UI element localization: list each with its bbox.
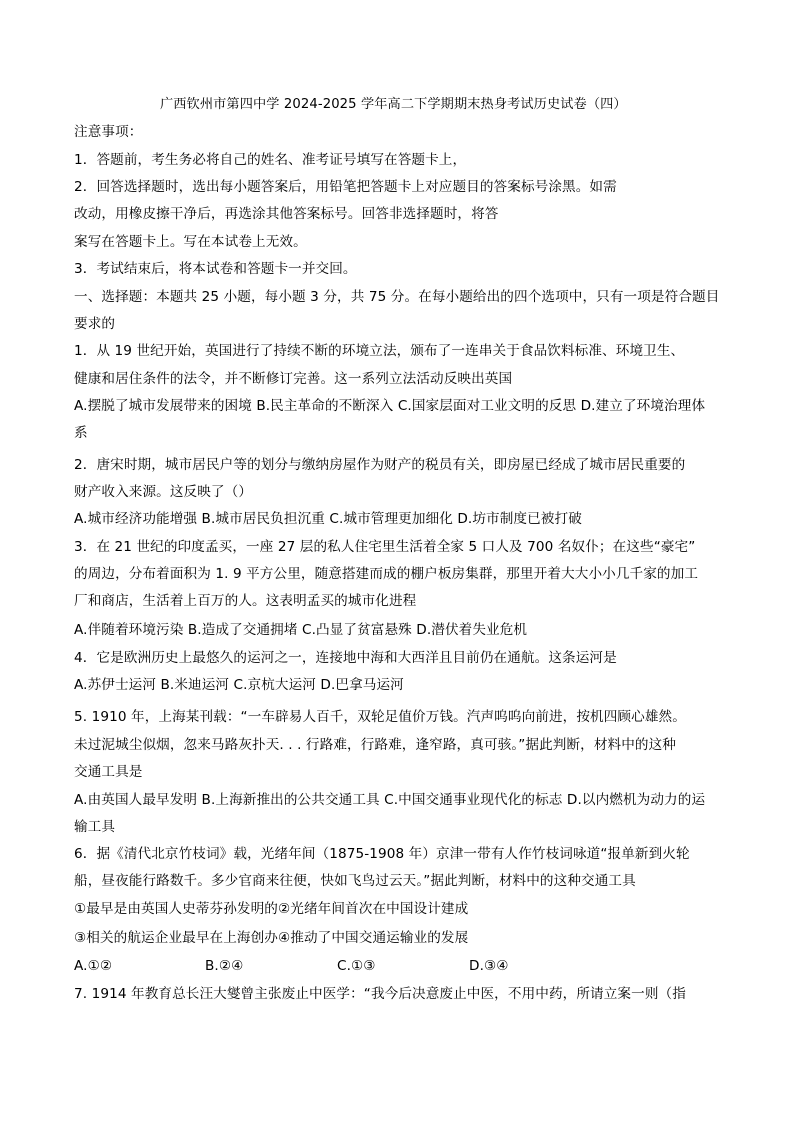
question-5-stem: 未过泥城尘似烟，忽来马路灰扑天. . . 行路难，行路难，逢窄路，真可骇。”据此判断，材料中的这种: [74, 737, 677, 753]
notice-heading: 注意事项：: [74, 124, 143, 140]
question-1-options: A.摆脱了城市发展带来的困境 B.民主革命的不断深入 C.国家层面对工业文明的反思 D.建立了环境治理体: [74, 398, 706, 414]
question-6-stem: 船，昼夜能行路数千。多少官商来往便，快如飞鸟过云天。”据此判断，材料中的这种交通工具: [74, 873, 636, 889]
notice-item: 1．答题前，考生务必将自己的姓名、准考证号填写在答题卡上，: [74, 152, 467, 168]
notice-item: 2．回答选择题时，选出每小题答案后，用铅笔把答题卡上对应题目的答案标号涂黑。如需: [74, 179, 617, 195]
exam-title: 广西钦州市第四中学 2024-2025 学年高二下学期期末热身考试历史试卷（四）: [160, 97, 627, 112]
question-6-stem: 6．据《清代北京竹枝词》载，光绪年间（1875-1908 年）京津一带有人作竹枝词咏道“报单新到火轮: [74, 846, 690, 862]
question-6-option-c: C.①③: [337, 958, 376, 974]
question-1-stem: 健康和居住条件的法令，并不断修订完善。这一系列立法活动反映出英国: [74, 371, 513, 387]
notice-item: 案写在答题卡上。写在本试卷上无效。: [74, 234, 307, 250]
section-heading: 一、选择题：本题共 25 小题，每小题 3 分，共 75 分。在每小题给出的四个选项中，只有一项是符合题目: [74, 289, 720, 305]
notice-item: 3．考试结束后，将本试卷和答题卡一并交回。: [74, 261, 357, 277]
question-6-option-a: A.①②: [74, 958, 113, 974]
question-2-stem: 财产收入来源。这反映了（）: [74, 484, 253, 500]
question-5-options: 输工具: [74, 819, 116, 835]
question-2-stem: 2．唐宋时期，城市居民户等的划分与缴纳房屋作为财产的税员有关，即房屋已经成了城市居民重要的: [74, 457, 686, 473]
section-heading: 要求的: [74, 316, 116, 332]
notice-item: 改动，用橡皮擦干净后，再选涂其他答案标号。回答非选择题时，将答: [74, 206, 499, 222]
question-3-stem: 的周边，分布着面积为 1. 9 平方公里，随意搭建而成的棚户板房集群，那里开着大大小小几千家的加工: [74, 566, 699, 582]
question-3-stem: 3．在 21 世纪的印度孟买，一座 27 层的私人住宅里生活着全家 5 口人及 700 名奴仆；在这些“豪宅”: [74, 539, 696, 555]
question-5-options: A.由英国人最早发明 B.上海新推出的公共交通工具 C.中国交通事业现代化的标志 D.以内燃机为动力的运: [74, 792, 706, 808]
question-3-options: A.伴随着环境污染 B.造成了交通拥堵 C.凸显了贫富悬殊 D.潜伏着失业危机: [74, 622, 528, 638]
question-4-stem: 4．它是欧洲历史上最悠久的运河之一，连接地中海和大西洋且目前仍在通航。这条运河是: [74, 650, 617, 666]
question-6-option-d: D.③④: [469, 958, 509, 974]
question-6-statement: ①最早是由英国人史蒂芬孙发明的②光绪年间首次在中国设计建成: [74, 901, 469, 917]
question-1-stem: 1．从 19 世纪开始，英国进行了持续不断的环境立法，颁布了一连串关于食品饮料标准、环境卫生、: [74, 343, 685, 359]
question-1-options: 系: [74, 425, 88, 441]
question-5-stem: 5. 1910 年，上海某刊载：“一车辟易人百千，双轮足值价万钱。汽声呜呜向前进，按机四顾心雄然。: [74, 709, 686, 725]
question-3-stem: 厂和商店，生活着上百万的人。这表明孟买的城市化进程: [74, 593, 417, 609]
question-2-options: A.城市经济功能增强 B.城市居民负担沉重 C.城市管理更加细化 D.坊市制度已被打破: [74, 511, 582, 527]
question-7-stem: 7. 1914 年教育总长汪大燮曾主张废止中医学：“我今后决意废止中医，不用中药，所请立案一则（指: [74, 986, 686, 1002]
question-4-options: A.苏伊士运河 B.米迪运河 C.京杭大运河 D.巴拿马运河: [74, 677, 404, 693]
question-5-stem: 交通工具是: [74, 764, 143, 780]
question-6-option-b: B.②④: [205, 958, 244, 974]
question-6-statement: ③相关的航运企业最早在上海创办④推动了中国交通运输业的发展: [74, 930, 469, 946]
